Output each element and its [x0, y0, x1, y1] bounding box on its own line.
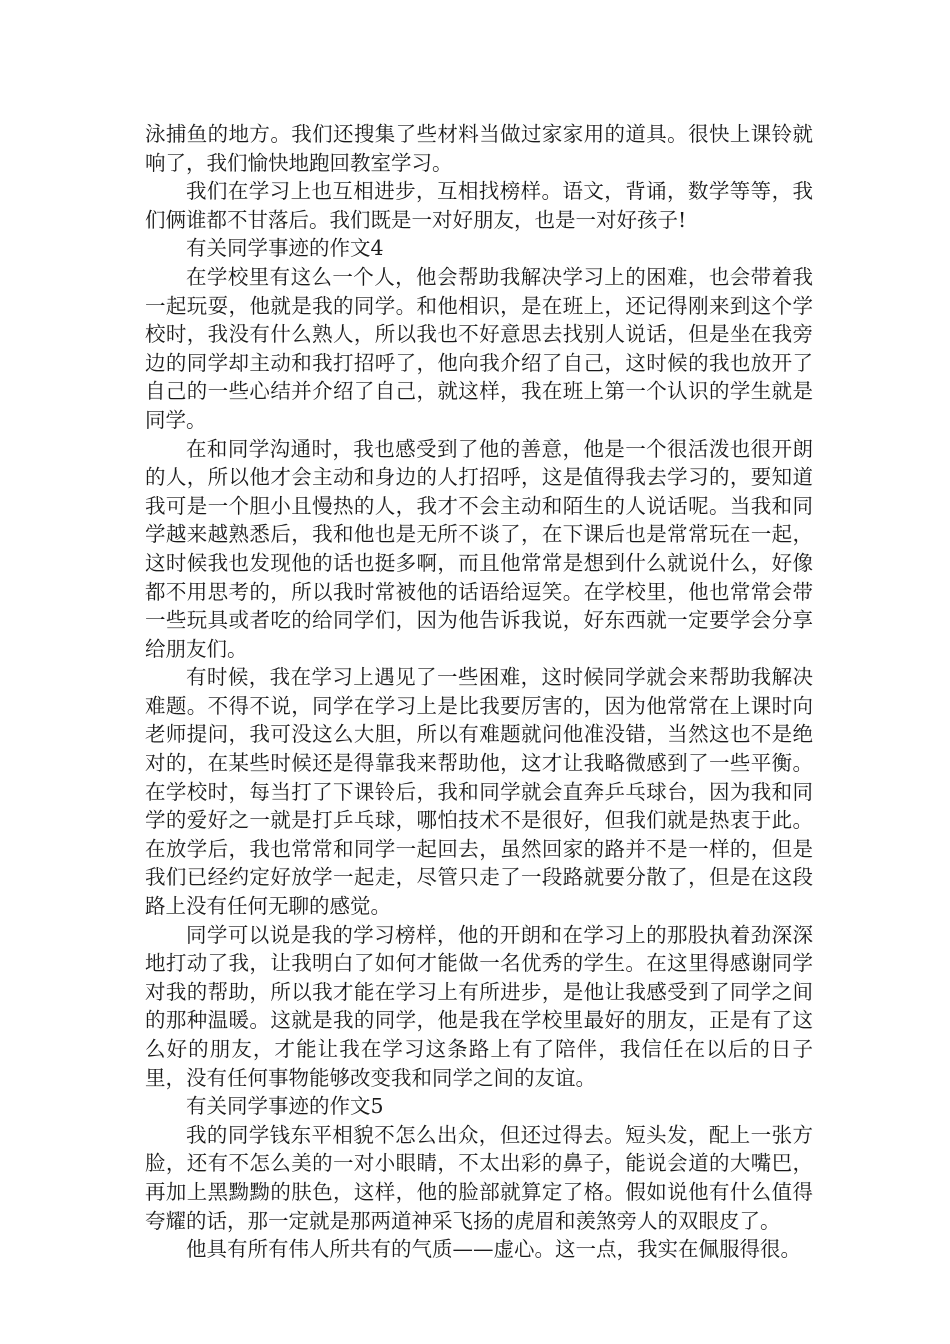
- paragraph: 有时候，我在学习上遇见了一些困难，这时候同学就会来帮助我解决难题。不得不说，同学在学习上是比我要厉害的，因为他常常在上课时向老师提问，我可没这么大胆，所以有难题就问他准没错，当然这也不是绝对的，在某些时候还是得靠我来帮助他，这才让我略微感到了一些平衡。在学校时，每当打了下课铃后，我和同学就会直奔乒乓球台，因为我和同学的爱好之一就是打乒乓球，哪怕技术不是很好，但我们就是热衷于此。在放学后，我也常常和同学一起回去，虽然回家的路并不是一样的，但是我们已经约定好放学一起走，尽管只走了一段路就要分散了，但是在这段路上没有任何无聊的感觉。: [145, 665, 813, 919]
- paragraph-continued: 泳捕鱼的地方。我们还搜集了些材料当做过家家用的道具。很快上课铃就响了，我们愉快地跑回教室学习。: [145, 122, 813, 175]
- document-body: [145, 120, 813, 1264]
- paragraph: 我们在学习上也互相进步，互相找榜样。语文，背诵，数学等等，我们俩谁都不甘落后。我们既是一对好朋友，也是一对好孩子!: [145, 179, 813, 232]
- section-heading: 有关同学事迹的作文4: [186, 236, 384, 261]
- paragraph: 同学可以说是我的学习榜样，他的开朗和在学习上的那股执着劲深深地打动了我，让我明白了如何才能做一名优秀的学生。在这里得感谢同学对我的帮助，所以我才能在学习上有所进步，是他让我感受到了同学之间的那种温暖。这就是我的同学，他是我在学校里最好的朋友，正是有了这么好的朋友，才能让我在学习这条路上有了陪伴，我信任在以后的日子里，没有任何事物能够改变我和同学之间的友谊。: [145, 922, 813, 1090]
- paragraph: 他具有所有伟人所共有的气质——虚心。这一点，我实在佩服得很。: [186, 1237, 801, 1262]
- section-heading: 有关同学事迹的作文5: [186, 1094, 384, 1119]
- paragraph: 我的同学钱东平相貌不怎么出众，但还过得去。短头发，配上一张方脸，还有不怎么美的一对小眼睛，不太出彩的鼻子，能说会道的大嘴巴，再加上黑黝黝的肤色，这样，他的脸部就算定了格。假如说他有什么值得夸耀的话，那一定就是那两道神采飞扬的虎眉和羡煞旁人的双眼皮了。: [145, 1122, 813, 1233]
- paragraph: 在学校里有这么一个人，他会帮助我解决学习上的困难，也会带着我一起玩耍，他就是我的同学。和他相识，是在班上，还记得刚来到这个学校时，我没有什么熟人，所以我也不好意思去找别人说话，但是坐在我旁边的同学却主动和我打招呼了，他向我介绍了自己，这时候的我也放开了自己的一些心结并介绍了自己，就这样，我在班上第一个认识的学生就是同学。: [145, 264, 813, 432]
- paragraph: 在和同学沟通时，我也感受到了他的善意，他是一个很活泼也很开朗的人，所以他才会主动和身边的人打招呼，这是值得我去学习的，要知道我可是一个胆小且慢热的人，我才不会主动和陌生的人说话呢。当我和同学越来越熟悉后，我和他也是无所不谈了，在下课后也是常常玩在一起，这时候我也发现他的话也挺多啊，而且他常常是想到什么就说什么，好像都不用思考的，所以我时常被他的话语给逗笑。在学校里，他也常常会带一些玩具或者吃的给同学们，因为他告诉我说，好东西就一定要学会分享给朋友们。: [145, 436, 813, 661]
